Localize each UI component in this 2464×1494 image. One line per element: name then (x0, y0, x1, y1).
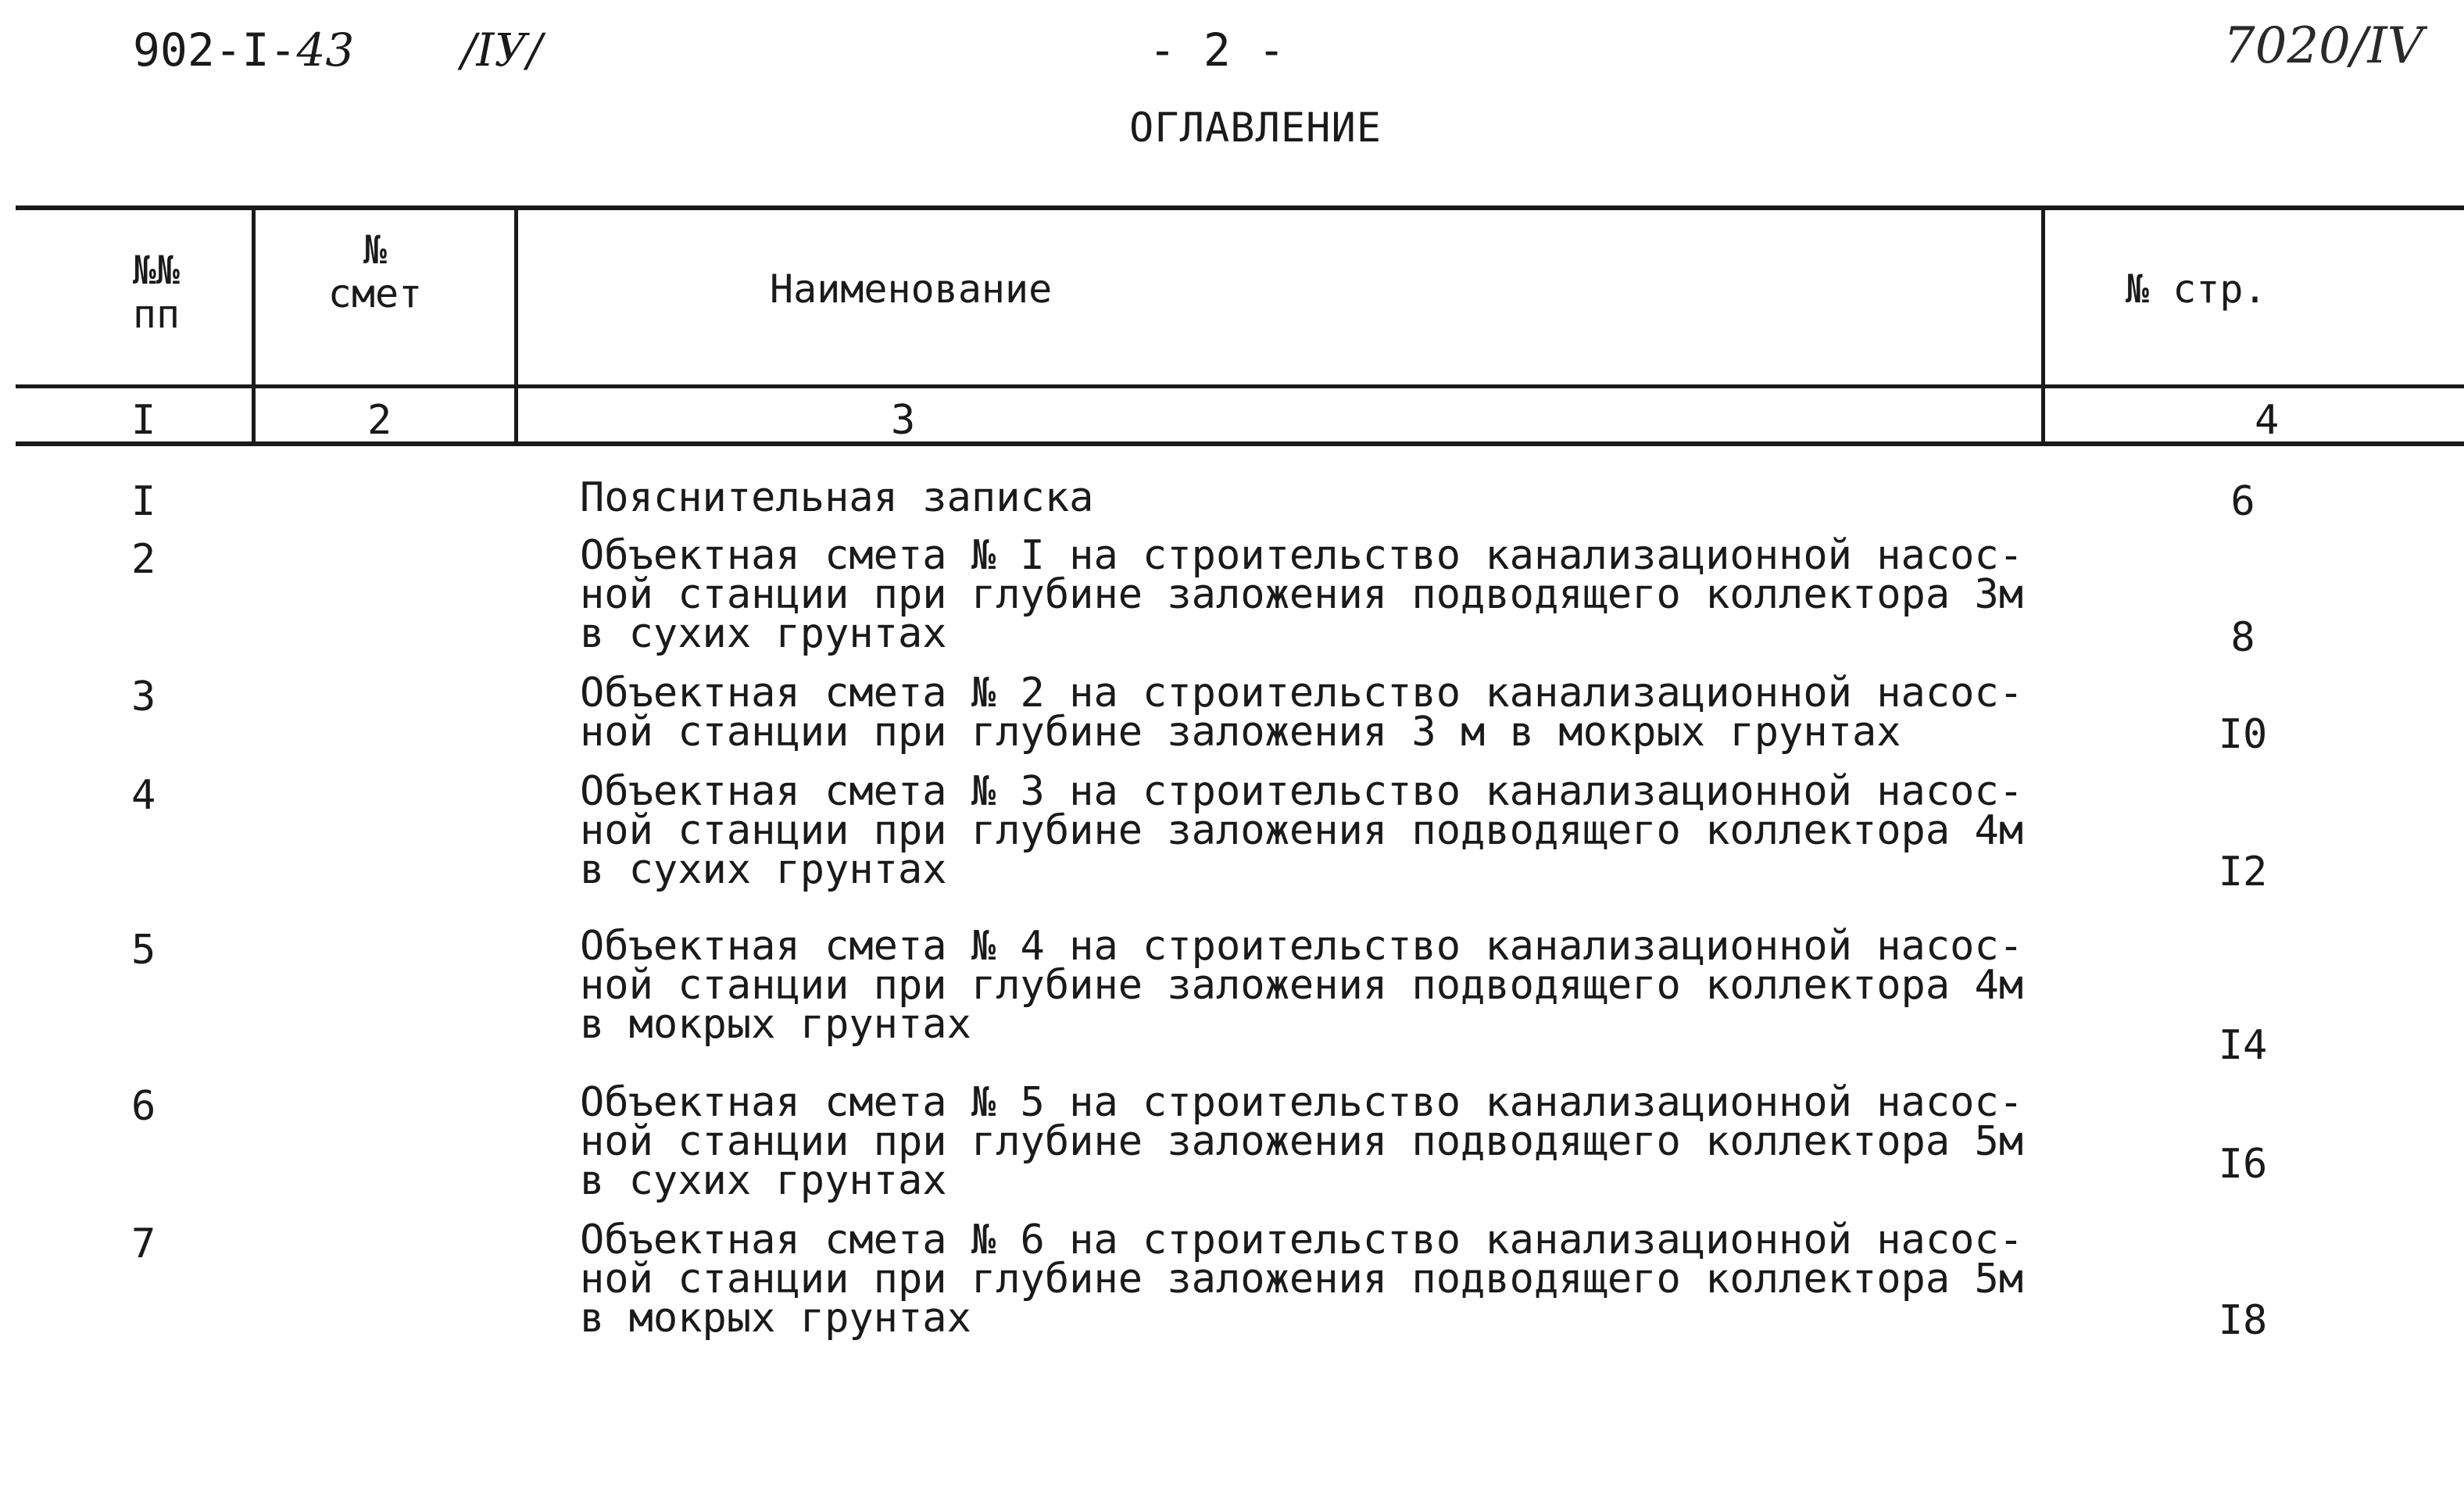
row-page-number: I0 (2218, 711, 2268, 758)
document-code (133, 23, 354, 77)
column-header-name: Наименование (770, 266, 1053, 312)
row-title: Объектная смета № 2 на строительство канализационной насос- ной станции при глубине заложения 3 м в мокрых грунтах (580, 670, 2024, 756)
inventory-number: 7020/IV (2223, 17, 2423, 75)
row-page-number: I6 (2218, 1141, 2268, 1188)
page-number: - 2 - (1149, 23, 1286, 77)
row-title: Объектная смета № 3 на строительство канализационной насос- ной станции при глубине заложения подводящего коллектора 4м в сухих грунтах (580, 768, 2024, 893)
column-header-item-number: №№ пп (132, 248, 181, 337)
row-number: 5 (131, 927, 156, 974)
row-page-number: 8 (2230, 614, 2255, 661)
column-number: 3 (891, 397, 916, 444)
part-number: /IУ/ (461, 23, 542, 77)
row-number: I (131, 478, 156, 525)
row-title: Пояснительная записка (580, 474, 1094, 521)
table-top-rule (16, 206, 2464, 210)
column-divider (252, 208, 256, 442)
row-number: 2 (131, 536, 156, 583)
row-page-number: I2 (2218, 849, 2268, 895)
document-code-handwritten: 43 (296, 23, 355, 77)
row-page-number: I4 (2218, 1022, 2268, 1069)
row-title: Объектная смета № 5 на строительство канализационной насос- ной станции при глубине заложения подводящего коллектора 5м в сухих грунтах (580, 1079, 2024, 1204)
row-page-number: I8 (2218, 1297, 2268, 1344)
column-number: 2 (367, 397, 392, 444)
document-code-printed: 902-I- (133, 23, 297, 77)
row-title: Объектная смета № 6 на строительство канализационной насос- ной станции при глубине заложения подводящего коллектора 5м в мокрых грунтах (580, 1217, 2024, 1342)
table-header-rule (16, 384, 2464, 388)
column-number: 4 (2255, 397, 2280, 444)
column-header-estimate-number: № смет (327, 227, 423, 316)
column-divider (514, 208, 518, 442)
row-number: 7 (131, 1221, 156, 1267)
row-number: 4 (131, 772, 156, 819)
row-title: Объектная смета № 4 на строительство канализационной насос- ной станции при глубине заложения подводящего коллектора 4м в мокрых грунтах (580, 923, 2024, 1048)
row-title: Объектная смета № I на строительство канализационной насос- ной станции при глубине заложения подводящего коллектора 3м в сухих грунтах (580, 532, 2024, 657)
row-number: 3 (131, 674, 156, 720)
column-number: I (131, 397, 156, 444)
row-number: 6 (131, 1083, 156, 1130)
column-header-page: № стр. (2126, 266, 2267, 312)
page-title: ОГЛАВЛЕНИЕ (1129, 105, 1382, 152)
column-divider (2041, 208, 2045, 442)
row-page-number: 6 (2230, 478, 2255, 525)
